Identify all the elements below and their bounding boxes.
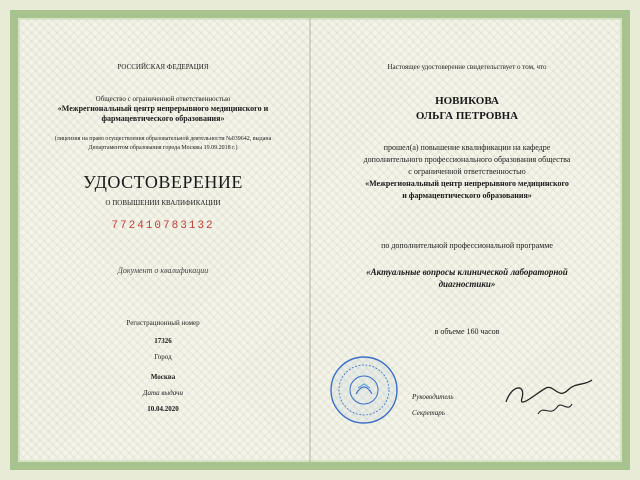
head-label: Руководитель: [412, 393, 454, 401]
signature-icon: [498, 374, 598, 424]
issue-date: 10.04.2020: [147, 405, 179, 413]
program-volume: в объеме 160 часов: [434, 327, 500, 336]
org-line-1: «Межрегиональный центр непрерывного медицинского: [365, 179, 569, 188]
serial-number: 772410783132: [111, 220, 215, 232]
registration-number: 17326: [154, 337, 172, 345]
passed-line-1: прошел(а) повышение квалификации на кафедре: [383, 143, 551, 152]
holder-surname: НОВИКОВА: [435, 95, 499, 107]
license-line-1: (лицензия на право осуществления образовательной деятельности №039642, выдана: [54, 136, 272, 142]
org-name-line-2: фармацевтического образования»: [101, 114, 225, 123]
org-line-2: и фармацевтического образования»: [402, 191, 532, 200]
right-page: [318, 22, 616, 458]
holder-given-names: ОЛЬГА ПЕТРОВНА: [415, 110, 519, 122]
city-value: Москва: [150, 373, 176, 381]
org-name-line-1: «Межрегиональный центр непрерывного медицинского и: [57, 104, 269, 113]
secretary-label: Секретарь: [412, 409, 445, 417]
issue-date-label: Дата выдачи: [143, 389, 183, 397]
registration-label: Регистрационный номер: [126, 319, 200, 327]
passed-line-3: с ограниченной ответственностью: [408, 167, 526, 176]
document-title: УДОСТОВЕРЕНИЕ: [83, 172, 243, 192]
document-type-note: Документ о квалификации: [117, 266, 209, 275]
intro-text: Настоящее удостоверение свидетельствует о том, что: [387, 63, 547, 71]
city-label: Город: [154, 353, 172, 361]
license-line-2: Департаментом образования города Москвы 19.09.2018 г.): [88, 145, 238, 151]
org-type: Общество с ограниченной ответственностью: [95, 95, 231, 103]
country: РОССИЙСКАЯ ФЕДЕРАЦИЯ: [117, 63, 209, 71]
program-line-2: диагностики»: [438, 279, 496, 289]
program-label: по дополнительной профессиональной программе: [381, 241, 553, 250]
program-line-1: «Актуальные вопросы клинической лабораторной: [366, 267, 568, 277]
page-fold: [309, 18, 311, 462]
document-subtitle: О ПОВЫШЕНИИ КВАЛИФИКАЦИИ: [105, 199, 221, 207]
round-seal-icon: [328, 354, 400, 426]
passed-line-2: дополнительного профессионального образования общества: [363, 155, 571, 164]
left-page: [22, 22, 304, 458]
